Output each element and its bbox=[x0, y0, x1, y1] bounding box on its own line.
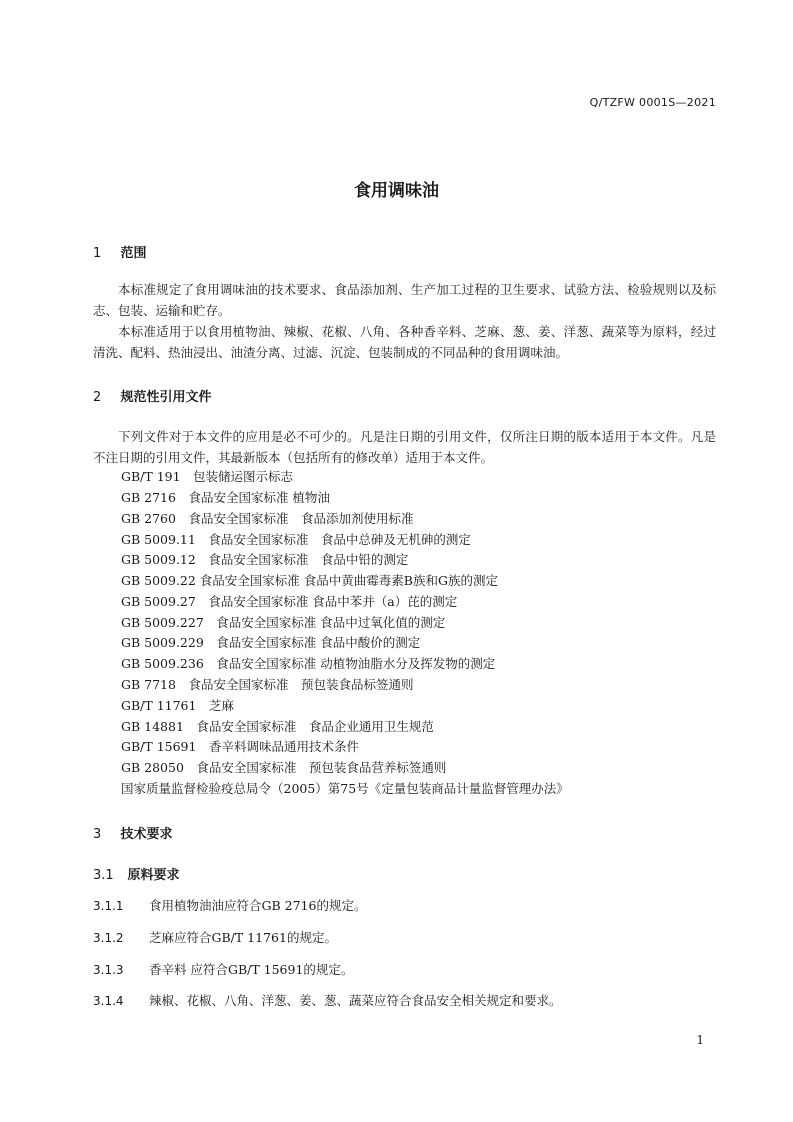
references-intro: 下列文件对于本文件的应用是必不可少的。凡是注日期的引用文件，仅所注日期的版本适用于本文件。凡是不注日期的引用文件，其最新版本（包括所有的修改单）适用于本文件。 bbox=[93, 429, 716, 465]
reference-item: 国家质量监督检验疫总局令（2005）第75号《定量包装商品计量监督管理办法》 bbox=[121, 781, 569, 796]
page-number: 1 bbox=[696, 1033, 704, 1047]
document-title: 食用调味油 bbox=[354, 181, 439, 201]
reference-item: GB/T 191 包装储运图示标志 bbox=[121, 469, 294, 484]
reference-item: GB 28050 食品安全国家标准 预包装食品营养标签通则 bbox=[121, 760, 447, 775]
reference-item: GB 7718 食品安全国家标准 预包装食品标签通则 bbox=[121, 677, 414, 692]
clause-3-1-4 bbox=[93, 991, 562, 1009]
clause-number: 3.1.1 bbox=[93, 899, 124, 913]
document-code: Q/TZFW 0001S—2021 bbox=[589, 96, 716, 109]
scope-paragraph-1: 本标准规定了食用调味油的技术要求、食品添加剂、生产加工过程的卫生要求、试验方法、检验规则以及标志、包装、运输和贮存。 bbox=[93, 282, 716, 318]
section-2-heading bbox=[93, 386, 212, 405]
reference-item: GB 5009.11 食品安全国家标准 食品中总砷及无机砷的测定 bbox=[121, 532, 471, 547]
clause-text: 芝麻应符合GB/T 11761的规定。 bbox=[148, 930, 337, 945]
reference-item: GB 5009.229 食品安全国家标准 食品中酸价的测定 bbox=[121, 635, 421, 650]
reference-item: GB 14881 食品安全国家标准 食品企业通用卫生规范 bbox=[121, 719, 434, 734]
reference-item: GB 2760 食品安全国家标准 食品添加剂使用标准 bbox=[121, 511, 414, 526]
reference-item: GB 5009.236 食品安全国家标准 动植物油脂水分及挥发物的测定 bbox=[121, 656, 496, 671]
clause-text: 香辛料 应符合GB/T 15691的规定。 bbox=[148, 962, 354, 977]
reference-item: GB/T 15691 香辛料调味品通用技术条件 bbox=[121, 739, 359, 754]
section-title: 范围 bbox=[120, 246, 147, 261]
scope-paragraph-2: 本标准适用于以食用植物油、辣椒、花椒、八角、各种香辛料、芝麻、葱、姜、洋葱、蔬菜等为原料，经过清洗、配料、热油浸出、油渣分离、过滤、沉淀、包装制成的不同品种的食用调味油。 bbox=[93, 324, 716, 360]
section-title: 技术要求 bbox=[120, 827, 173, 842]
reference-item: GB/T 11761 芝麻 bbox=[121, 698, 234, 713]
section-number: 1 bbox=[93, 246, 102, 261]
clause-number: 3.1.2 bbox=[93, 931, 124, 945]
section-number: 2 bbox=[93, 390, 102, 405]
reference-item: GB 2716 食品安全国家标准 植物油 bbox=[121, 490, 330, 505]
subsection-title: 原料要求 bbox=[127, 868, 180, 883]
clause-3-1-2 bbox=[93, 928, 337, 946]
reference-item: GB 5009.27 食品安全国家标准 食品中苯并（a）芘的测定 bbox=[121, 594, 458, 609]
reference-item: GB 5009.227 食品安全国家标准 食品中过氧化值的测定 bbox=[121, 615, 446, 630]
section-3-heading bbox=[93, 823, 173, 842]
clause-3-1-3 bbox=[93, 960, 353, 978]
clause-text: 食用植物油油应符合GB 2716的规定。 bbox=[148, 898, 367, 913]
reference-item: GB 5009.12 食品安全国家标准 食品中铅的测定 bbox=[121, 552, 409, 567]
clause-3-1-1 bbox=[93, 896, 366, 914]
clause-number: 3.1.4 bbox=[93, 994, 124, 1008]
reference-item: GB 5009.22 食品安全国家标准 食品中黄曲霉毒素B族和G族的测定 bbox=[121, 573, 498, 588]
section-number: 3 bbox=[93, 827, 102, 842]
subsection-number: 3.1 bbox=[93, 868, 114, 883]
subsection-3-1-heading bbox=[93, 864, 180, 883]
section-1-heading bbox=[93, 242, 147, 261]
clause-text: 辣椒、花椒、八角、洋葱、姜、葱、蔬菜应符合食品安全相关规定和要求。 bbox=[148, 993, 562, 1008]
clause-number: 3.1.3 bbox=[93, 963, 124, 977]
section-title: 规范性引用文件 bbox=[120, 390, 212, 405]
